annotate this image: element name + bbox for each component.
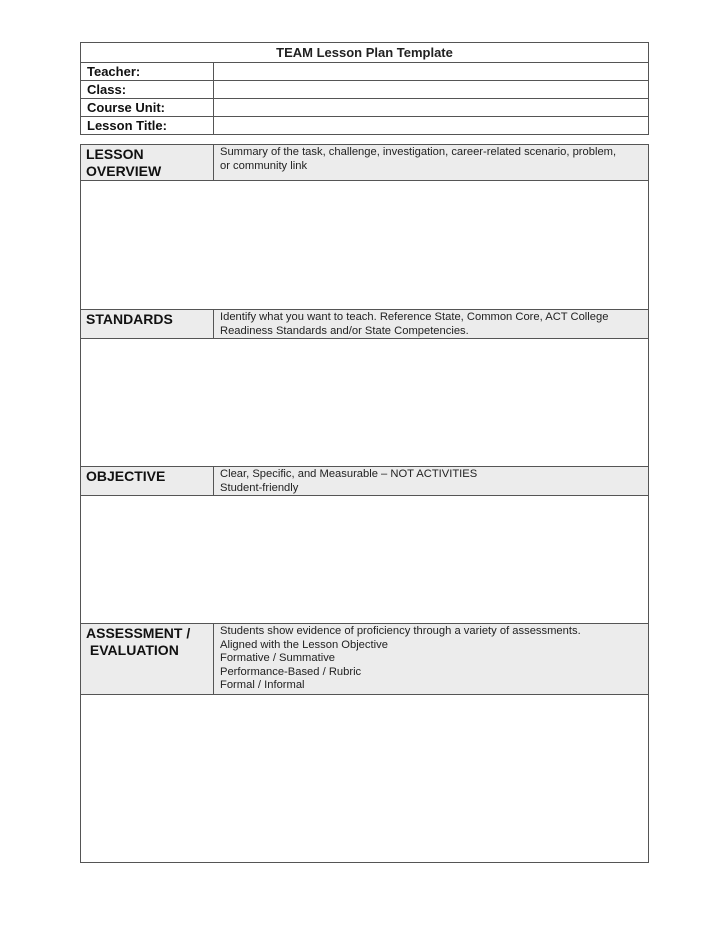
page-title: TEAM Lesson Plan Template [81,43,648,63]
sections-table [80,144,649,863]
class-field[interactable] [214,81,648,98]
course-unit-row [81,99,648,117]
lesson-overview-content-area[interactable] [81,181,648,310]
description-line: Clear, Specific, and Measurable – NOT ACTIVITIES [220,468,478,480]
lesson-title-row [81,117,648,134]
section-label-line: EVALUATION [86,642,179,658]
objective-label [81,467,214,495]
description-line: Summary of the task, challenge, investigation, career-related scenario, problem, [220,146,617,158]
assessment-content-area[interactable] [81,695,648,862]
header-table [80,42,649,135]
teacher-label: Teacher: [81,63,214,80]
description-line: Student-friendly [220,481,299,494]
description-line: Identify what you want to teach. Reference State, Common Core, ACT College [220,311,609,323]
lesson-overview-label [81,145,214,180]
objective-content-area[interactable] [81,496,648,624]
description-line: Aligned with the Lesson Objective [220,638,388,651]
objective-description [214,467,648,495]
section-label-line: OBJECTIVE [86,468,166,484]
class-label: Class: [81,81,214,98]
standards-content-area[interactable] [81,339,648,467]
standards-label [81,310,214,338]
teacher-field[interactable] [214,63,648,80]
description-line: Students show evidence of proficiency through a variety of assessments. [220,625,581,637]
section-label-line: LESSON [86,146,144,162]
assessment-label [81,624,214,694]
section-label-line: STANDARDS [86,311,173,327]
section-label-line: ASSESSMENT / [86,625,191,641]
objective-header [81,467,648,496]
description-line: Formal / Informal [220,679,305,692]
lesson-title-label: Lesson Title: [81,117,214,134]
course-unit-field[interactable] [214,99,648,116]
description-line: Readiness Standards and/or State Competencies. [220,324,469,337]
section-label-line: OVERVIEW [86,163,162,179]
standards-header [81,310,648,339]
class-row [81,81,648,99]
description-line: or community link [220,159,308,172]
lesson-title-field[interactable] [214,117,648,134]
course-unit-label: Course Unit: [81,99,214,116]
assessment-header [81,624,648,695]
lesson-overview-description [214,145,648,180]
teacher-row [81,63,648,81]
description-line: Performance-Based / Rubric [220,665,362,678]
lesson-overview-header [81,145,648,181]
standards-description [214,310,648,338]
assessment-description [214,624,648,694]
description-line: Formative / Summative [220,652,336,665]
